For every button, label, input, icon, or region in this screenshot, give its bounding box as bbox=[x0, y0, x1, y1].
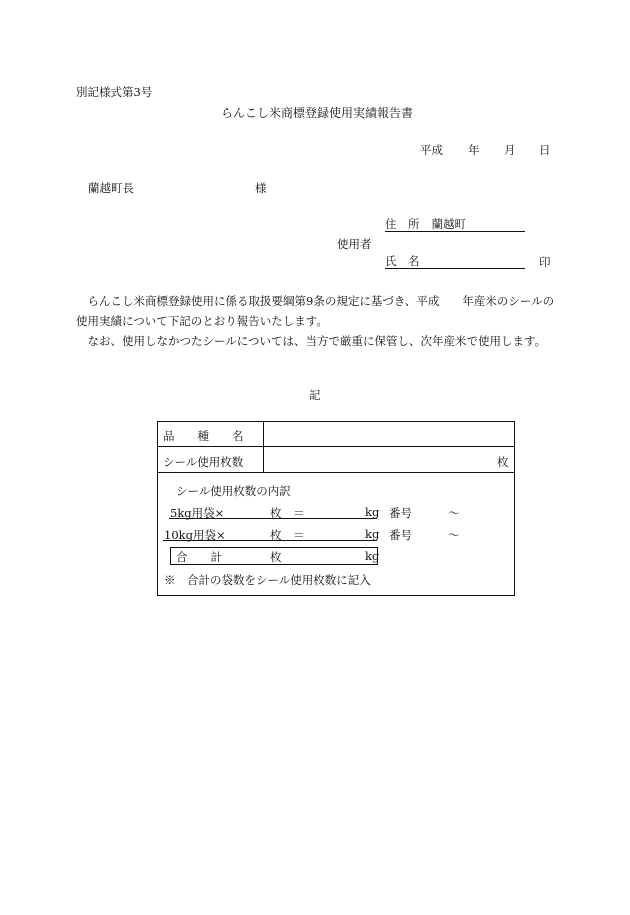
address-value: 蘭越町 bbox=[431, 217, 466, 231]
addressee-honorific: 様 bbox=[255, 181, 267, 195]
ki-heading: 記 bbox=[309, 388, 321, 402]
report-paragraph-1: らんこし米商標登録使用に係る取扱要綱第9条の規定に基づき、平成 年産米のシールの使用実績について下記のとおり報告いたします。 bbox=[76, 294, 555, 328]
seal-mark: 印 bbox=[539, 255, 551, 269]
date-era: 平成 bbox=[420, 143, 443, 157]
table-divider bbox=[157, 472, 515, 473]
date-month: 月 bbox=[504, 143, 516, 157]
document-title: らんこし米商標登録使用実績報告書 bbox=[221, 106, 414, 120]
variety-input[interactable] bbox=[264, 422, 514, 446]
variety-label: 品 種 名 bbox=[163, 429, 244, 443]
date-year: 年 bbox=[468, 143, 480, 157]
kg-unit: kg bbox=[365, 505, 380, 519]
seal-count-input[interactable] bbox=[264, 448, 492, 471]
name-label: 氏 名 bbox=[385, 254, 420, 268]
table-note: ※ 合計の袋数をシール使用枚数に記入 bbox=[164, 573, 371, 587]
count-unit: 枚 ＝ bbox=[270, 506, 305, 520]
count-unit: 枚 ＝ bbox=[270, 528, 305, 542]
seal-count-unit: 枚 bbox=[497, 455, 509, 469]
table-divider bbox=[157, 446, 515, 447]
bag-10kg-label: 10kg用袋× bbox=[164, 528, 226, 542]
date-day: 日 bbox=[539, 143, 551, 157]
address-field[interactable] bbox=[385, 216, 525, 232]
number-label: 番号 bbox=[389, 506, 412, 520]
user-label: 使用者 bbox=[337, 237, 372, 251]
breakdown-title: シール使用枚数の内訳 bbox=[176, 484, 291, 498]
number-label: 番号 bbox=[389, 528, 412, 542]
total-count-unit: 枚 bbox=[270, 550, 282, 564]
report-paragraph-2: なお、使用しなかつたシールについては、当方で厳重に保管し、次年産米で使用します。 bbox=[76, 334, 547, 348]
kg-unit: kg bbox=[365, 527, 380, 541]
addressee-name: 蘭越町長 bbox=[88, 181, 134, 195]
range-tilde: ～ bbox=[448, 506, 460, 520]
range-tilde: ～ bbox=[448, 528, 460, 542]
total-kg-unit: kg bbox=[365, 549, 380, 563]
form-number: 別記様式第3号 bbox=[76, 85, 153, 99]
name-field[interactable] bbox=[385, 253, 525, 269]
address-label: 住 所 bbox=[385, 217, 420, 231]
total-label: 合 計 bbox=[176, 550, 222, 564]
bag-5kg-label: 5kg用袋× bbox=[170, 506, 225, 520]
seal-count-label: シール使用枚数 bbox=[163, 455, 244, 469]
